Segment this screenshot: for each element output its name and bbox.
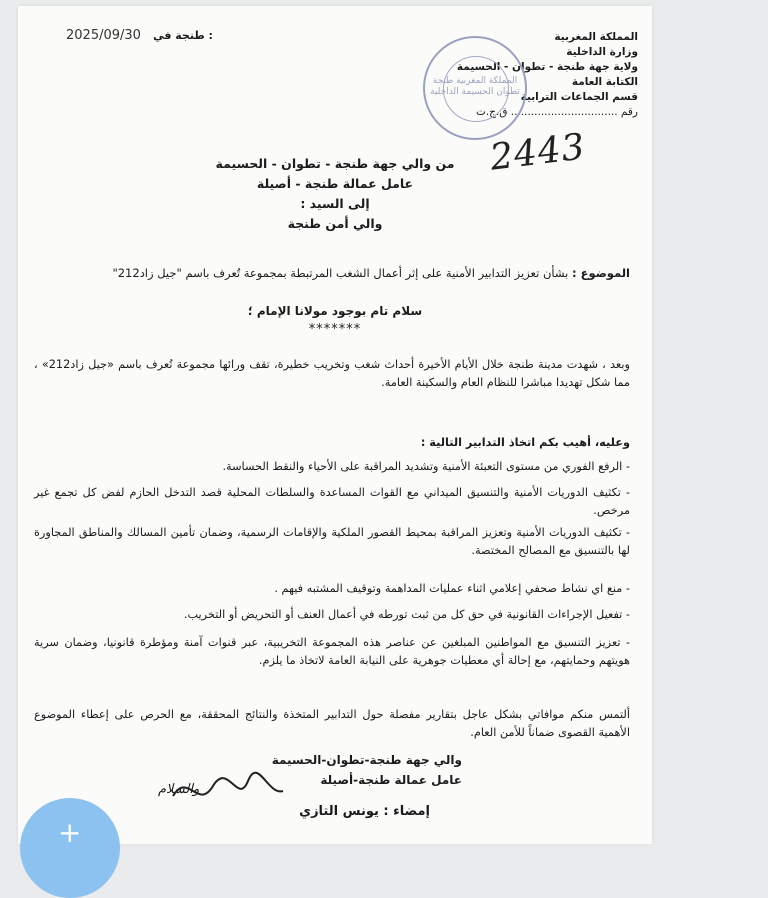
closing-paragraph: ألتمس منكم موافاتي بشكل عاجل بتقارير مفصلة حول التدابير المتخذة والنتائج المحققة، مع الحرص على إعطاء الموضوع الأهمية القصوى ضماناً للأمن العام. [34, 708, 630, 739]
sender-line-1: من والي جهة طنجة - تطوان - الحسيمة [215, 156, 455, 171]
seal-text: المملكة المغربية طنجة تطوان الحسيمة الداخلية [430, 76, 520, 97]
signature-line-2: عامل عمالة طنجة-أصيلة [320, 773, 462, 787]
signature-block [272, 750, 462, 790]
measure-item: - الرفع الفوري من مستوى التعبئة الأمنية وتشديد المراقبة على الأحياء والنقط الحساسة. [222, 460, 630, 473]
signatory-name: إمضاء : يونس التازي [299, 804, 430, 819]
intro-paragraph: وبعد ، شهدت مدينة طنجة خلال الأيام الأخيرة أحداث شغب وتخريب خطيرة، تقف ورائها مجموعة تُعرف باسم «جيل زاد212» ، مما شكل تهديدا مباشرا للنظام العام والسكينة العامة. [34, 358, 630, 389]
date-line [66, 28, 213, 43]
plus-icon: + [58, 816, 82, 849]
handwritten-number: 2443 [487, 126, 588, 179]
measure-item: - تكثيف الدوريات الأمنية وتعزيز المراقبة بمحيط القصور الملكية والإقامات الرسمية، وضمان تأمين المسالك والمناطق المجاورة لها بالتنسيق مع المصالح المختصة. [34, 526, 630, 557]
letterhead-line: المملكة المغربية [554, 31, 638, 43]
add-button[interactable] [20, 798, 120, 898]
letterhead-line: قسم الجماعات الترابية [520, 91, 638, 103]
official-seal [423, 36, 527, 140]
signature-line-1: والي جهة طنجة-تطوان-الحسيمة [271, 753, 462, 767]
date-label: طنجة في : [153, 29, 213, 42]
subject-line [40, 264, 630, 282]
handwritten-signature [168, 766, 288, 816]
recipient: والي أمن طنجة [287, 216, 383, 231]
letterhead-line: ولاية جهة طنجة - تطوان - الحسيمة [456, 61, 638, 73]
measure-item: - تعزيز التنسيق مع المواطنين المبلغين عن عناصر هذه المجموعة التخريبية، عبر قنوات آمنة ومؤطرة قانونيا، وضمان سرية هويتهم وحمايتهم، مع إحالة أي معطيات جوهرية على النيابة العامة لاتخاذ ما يلزم. [34, 636, 630, 667]
letterhead-line: الكتابة العامة [571, 76, 638, 88]
date-value: 2025/09/30 [66, 28, 141, 43]
measure-item: - تكثيف الدوريات الأمنية والتنسيق الميداني مع القوات المساعدة والسلطات المحلية قصد التدخل الحازم لفض كل تجمع غير مرخص. [34, 486, 630, 517]
greeting: سلام تام بوجود مولانا الإمام ؛ [247, 304, 423, 318]
reference-number: رقم ................................ ق.ج.ت [475, 106, 638, 118]
to-label: إلى السيد : [300, 196, 370, 211]
request-line: وعليه، أهيب بكم اتخاذ التدابير التالية : [420, 436, 630, 449]
measure-item: - منع اي نشاط صحفي إعلامي اثناء عمليات المداهمة وتوقيف المشتبه فيهم . [274, 582, 630, 595]
measure-item: - تفعيل الإجراءات القانونية في حق كل من ثبت تورطه في أعمال العنف أو التحريض أو التخريب. [183, 608, 630, 621]
subject-text: بشأن تعزيز التدابير الأمنية على إثر أعمال الشغب المرتبطة بمجموعة تُعرف باسم "جيل زاد212" [112, 266, 569, 280]
sender-block [18, 154, 652, 234]
letterhead-line: وزارة الداخلية [566, 46, 638, 58]
separator-stars: ******* [308, 322, 362, 337]
subject-label: الموضوع : [572, 266, 630, 280]
salam-text: والسلام [158, 782, 200, 797]
sender-line-2: عامل عمالة طنجة - أصيلة [256, 176, 414, 191]
document-page [18, 6, 652, 844]
